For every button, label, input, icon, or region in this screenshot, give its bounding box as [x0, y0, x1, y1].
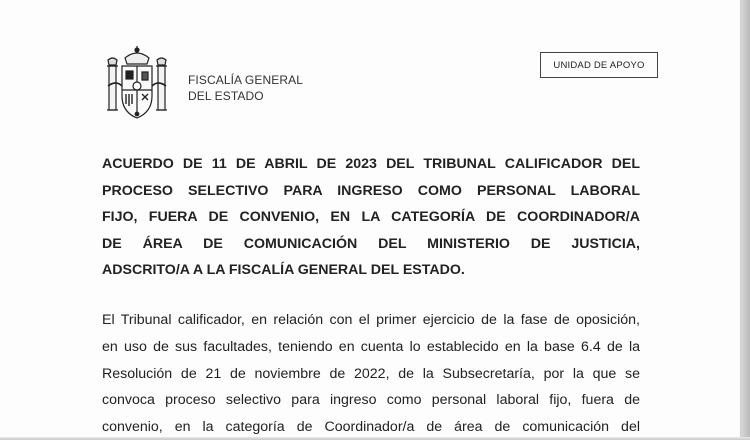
- title-line: FIJO, FUERA DE CONVENIO, EN LA CATEGORÍA DE COORDINADOR/A: [102, 209, 640, 225]
- title-line: ACUERDO DE 11 DE ABRIL DE 2023 DEL TRIBUNAL CALIFICADOR DEL: [102, 156, 640, 172]
- title-line: PROCESO SELECTIVO PARA INGRESO COMO PERSONAL LABORAL: [102, 182, 640, 199]
- unit-label-box: UNIDAD DE APOYO: [540, 52, 658, 78]
- body-line: en uso de sus facultades, teniendo en cuenta lo establecido en la base 6.4 de la: [102, 338, 640, 355]
- body-paragraph: [102, 307, 640, 441]
- scrollbar-track[interactable]: [740, 0, 750, 440]
- body-line: Resolución de 21 de noviembre de 2022, de la Subsecretaría, por la que se: [102, 365, 640, 382]
- title-line: DE ÁREA DE COMUNICACIÓN DEL MINISTERIO DE JUSTICIA,: [102, 235, 640, 252]
- agency-name-line2: DEL ESTADO: [188, 89, 264, 103]
- title-line: ADSCRITO/A A LA FISCALÍA GENERAL DEL ESTADO.: [102, 262, 465, 278]
- coat-of-arms-icon: [106, 46, 168, 122]
- agency-name-line1: FISCALÍA GENERAL: [188, 73, 303, 87]
- body-line: convoca proceso selectivo para ingreso como personal laboral fijo, fuera de: [102, 392, 640, 409]
- body-line: convenio, en la categoría de Coordinador/a de área de comunicación del: [102, 419, 640, 436]
- agency-name: [188, 72, 303, 104]
- document-title: [102, 151, 640, 284]
- body-line: El Tribunal calificador, en relación con el primer ejercicio de la fase de oposición,: [102, 312, 640, 328]
